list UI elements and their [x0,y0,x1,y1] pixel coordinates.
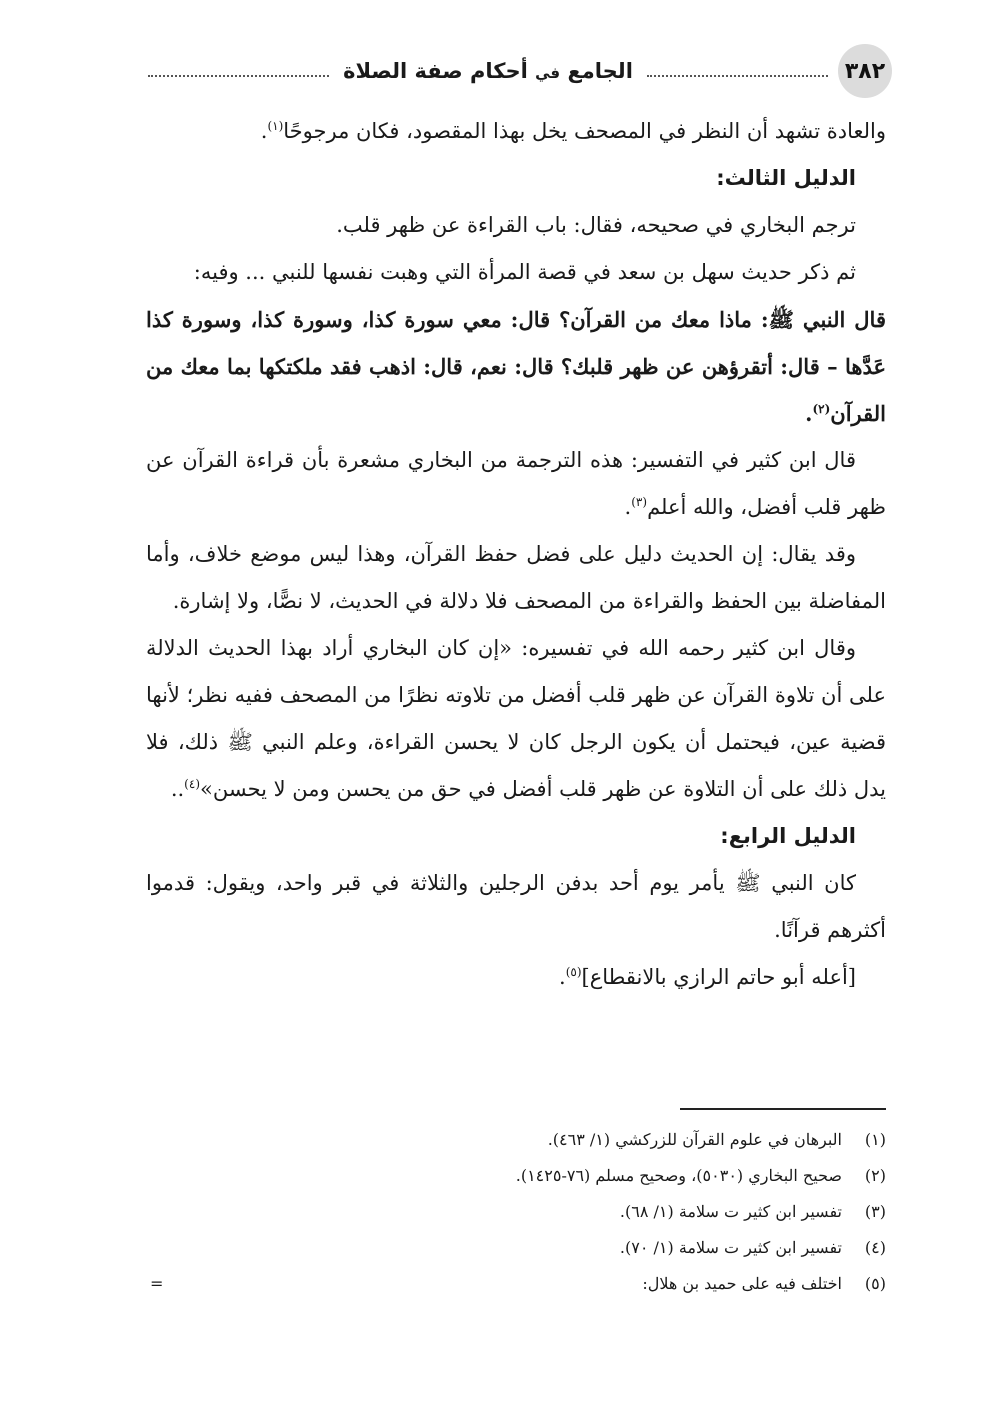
paragraph: والعادة تشهد أن النظر في المصحف يخل بهذا المقصود، فكان مرجوحًا$^{(١)}$. [260,119,886,143]
paragraph: كان النبي ﷺ يأمر يوم أحد بدفن الرجلين والثلاثة في قبر واحد، ويقول: قدموا أكثرهم قرآنًا. [146,871,886,942]
footnote-item [146,1266,886,1302]
footnote-item [146,1230,886,1266]
footnote-item [146,1194,886,1230]
footnote-ref: (٣) [631,495,648,509]
footnote-ref: (٢) [812,402,831,416]
main-text [146,108,886,1001]
footnote-number: (٤) [864,1238,886,1257]
header-dotted-leader-right [647,75,828,77]
footnote-number: (٢) [864,1166,886,1185]
footnote-ref: (١) [267,119,284,133]
paragraph: قال ابن كثير في التفسير: هذه الترجمة من البخاري مشعرة بأن قراءة القرآن عن ظهر قلب أفضل، والله أعلم$^{(٣)}$. [146,448,886,519]
page-number-badge: ٣٨٢ [838,44,892,98]
paragraph: [أعله أبو حاتم الرازي بالانقطاع]$^{(٥)}$. [559,965,856,989]
footnote-number: (١) [864,1130,886,1149]
footnote-text: اختلف فيه على حميد بن هلال: [642,1274,842,1293]
footnote-ref: (٤) [184,777,200,791]
footnote-number: (٣) [864,1202,886,1221]
section-heading-third-evidence: الدليل الثالث: [716,166,856,190]
footnote-continuation-mark: = [150,1274,164,1293]
paragraph: وقد يقال: إن الحديث دليل على فضل حفظ القرآن، وهذا ليس موضع خلاف، وأما المفاضلة بين الحفظ والقراءة من المصحف فلا دلالة في الحديث، لا نصًّا، ولا إشارة. [146,542,886,613]
footnote-item [146,1158,886,1194]
section-heading-fourth-evidence: الدليل الرابع: [720,824,856,848]
footnote-text: صحيح البخاري (٥٠٣٠)، وصحيح مسلم (٧٦-١٤٢٥). [515,1166,842,1185]
footnotes [146,1122,886,1302]
running-header [148,44,892,98]
footnote-separator [680,1108,886,1110]
paragraph: وقال ابن كثير رحمه الله في تفسيره: «إن كان البخاري أراد بهذا الحديث الدلالة على أن تلاوة القرآن عن ظهر قلب أفضل من تلاوته نظرًا من المصحف ففيه نظر؛ لأنها قضية عين، فيحتمل أن يكون الرجل كان لا يحسن القراءة، وعلم النبي ﷺ ذلك، فلا يدل ذلك على أن التلاوة عن ظهر قلب أفضل في حق من يحسن ومن لا يحسن»$^{(٤)}$.. [146,636,886,801]
footnote-text: البرهان في علوم القرآن للزركشي (١/ ٤٦٣). [547,1130,842,1149]
footnote-item [146,1122,886,1158]
footnote-text: تفسير ابن كثير ت سلامة (١/ ٧٠). [619,1238,842,1257]
header-dotted-leader-left [148,75,329,77]
footnote-text: تفسير ابن كثير ت سلامة (١/ ٦٨). [619,1202,842,1221]
paragraph: ترجم البخاري في صحيحه، فقال: باب القراءة عن ظهر قلب. [336,213,856,237]
footnote-number: (٥) [864,1274,886,1293]
book-title: الجامع في أحكام صفة الصلاة [343,59,633,83]
hadith-quote: قال النبي ﷺ: ماذا معك من القرآن؟ قال: معي سورة كذا، وسورة كذا، وسورة كذا عَدَّها – قال: أتقرؤهن عن ظهر قلبك؟ قال: نعم، قال: اذهب فقد ملكتكها بما معك من القرآن$^{(٢)}$. [146,307,886,426]
footnote-ref: (٥) [565,965,582,979]
paragraph: ثم ذكر حديث سهل بن سعد في قصة المرأة التي وهبت نفسها للنبي ... وفيه: [193,260,856,284]
